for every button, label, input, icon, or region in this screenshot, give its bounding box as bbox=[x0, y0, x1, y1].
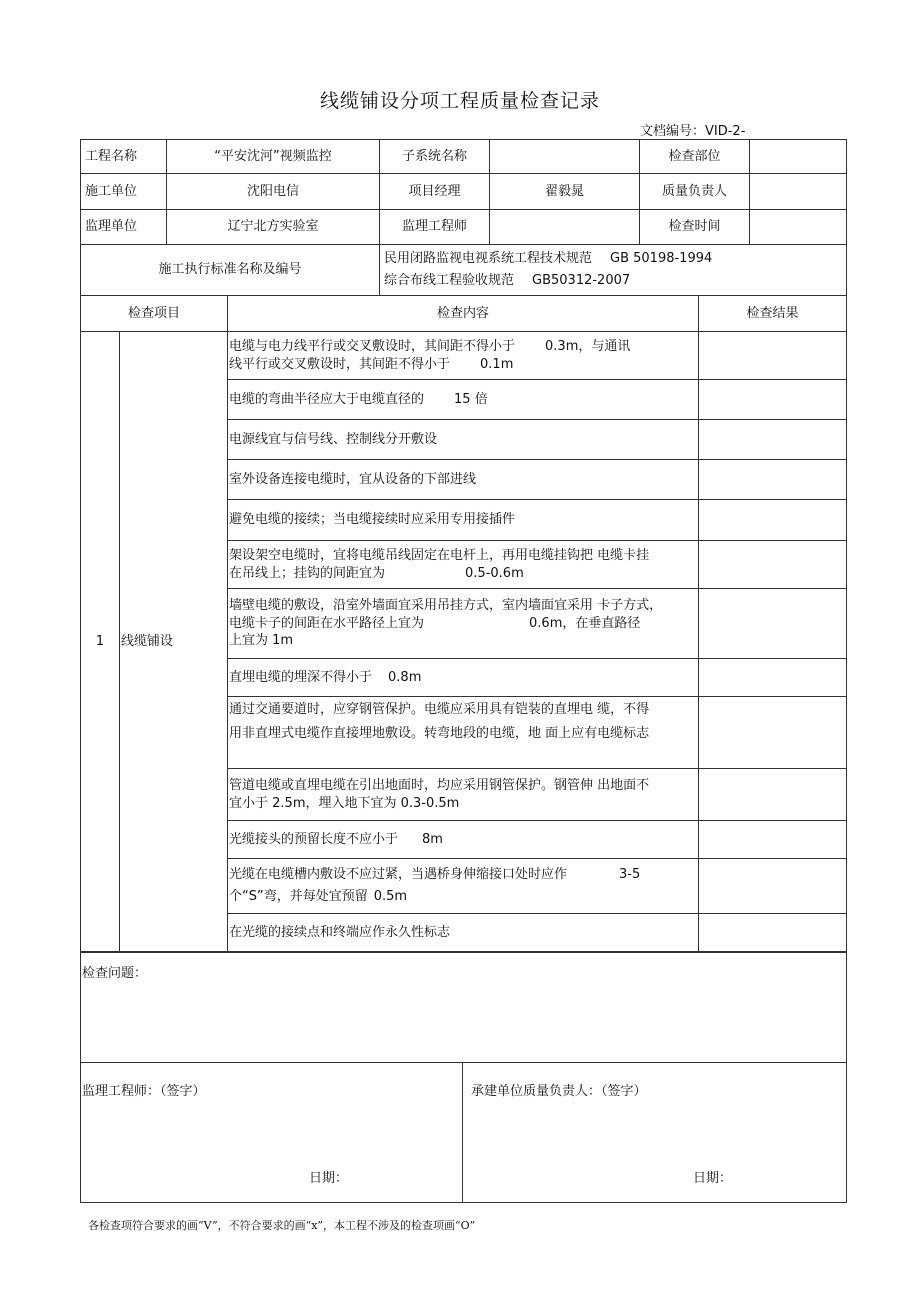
supervisor-signature-label: 监理工程师：（签字） bbox=[82, 1084, 206, 1099]
contractor-date-label: 日期： bbox=[693, 1171, 733, 1187]
construction-unit-label: 施工单位 bbox=[81, 174, 167, 210]
check-content: 室外设备连接电缆时，宜从设备的下部进线 bbox=[228, 460, 699, 500]
contractor-signature-label: 承建单位质量负责人：（签字） bbox=[471, 1084, 647, 1099]
check-result[interactable] bbox=[699, 332, 847, 380]
group-name: 线缆铺设 bbox=[120, 332, 228, 952]
check-content: 在光缆的接续点和终端应作永久性标志 bbox=[228, 914, 699, 952]
column-header-result: 检查结果 bbox=[699, 296, 847, 332]
inspection-time-label: 检查时间 bbox=[640, 210, 750, 245]
check-result[interactable] bbox=[699, 420, 847, 460]
check-content: 直埋电缆的埋深不得小于 0.8m bbox=[228, 659, 699, 697]
check-content: 架设架空电缆时，宜将电缆吊线固定在电杆上，再用电缆挂钩把 电缆卡挂 在吊线上；挂钩的间距宜为 0.5-0.6m bbox=[228, 541, 699, 589]
supervision-unit-label: 监理单位 bbox=[81, 210, 167, 245]
page-title: 线缆铺设分项工程质量检查记录 bbox=[319, 90, 600, 112]
check-content: 光缆在电缆槽内敷设不应过紧，当遇桥身伸缩接口处时应作 3-5 个“S”弯，并每处宜预留 0.5m bbox=[228, 859, 699, 914]
check-result[interactable] bbox=[699, 659, 847, 697]
supervisor-date-label: 日期： bbox=[309, 1171, 349, 1187]
subsystem-label: 子系统名称 bbox=[380, 140, 490, 174]
project-name-label: 工程名称 bbox=[81, 140, 167, 174]
supervisor-signature-field[interactable] bbox=[81, 1063, 463, 1203]
quality-lead-label: 质量负责人 bbox=[640, 174, 750, 210]
document-number: 文档编号：VID-2- bbox=[640, 124, 746, 139]
project-name-value[interactable]: “平安沈河”视频监控 bbox=[167, 140, 380, 174]
check-content: 电缆与电力线平行或交叉敷设时，其间距不得小于 0.3m，与通讯 线平行或交叉敷设时，其间距不得小于 0.1m bbox=[228, 332, 699, 380]
standard-name: 综合布线工程验收规范 bbox=[384, 273, 515, 288]
construction-unit-value[interactable]: 沈阳电信 bbox=[167, 174, 380, 210]
table-row bbox=[81, 332, 847, 380]
supervision-unit-value[interactable]: 辽宁北方实验室 bbox=[167, 210, 380, 245]
quality-lead-value[interactable] bbox=[750, 174, 847, 210]
standards-list bbox=[380, 245, 847, 296]
check-content: 电缆的弯曲半径应大于电缆直径的 15 倍 bbox=[228, 380, 699, 420]
check-result[interactable] bbox=[699, 859, 847, 914]
check-result[interactable] bbox=[699, 769, 847, 821]
issues-signature-table bbox=[80, 952, 847, 1203]
check-result[interactable] bbox=[699, 589, 847, 659]
contractor-signature-field[interactable] bbox=[463, 1063, 847, 1203]
project-manager-label: 项目经理 bbox=[380, 174, 490, 210]
column-header-content: 检查内容 bbox=[228, 296, 699, 332]
inspection-table bbox=[80, 295, 847, 952]
standard-item bbox=[384, 248, 846, 270]
check-result[interactable] bbox=[699, 914, 847, 952]
standard-item bbox=[384, 270, 846, 292]
supervision-engineer-label: 监理工程师 bbox=[380, 210, 490, 245]
check-result[interactable] bbox=[699, 697, 847, 769]
check-result[interactable] bbox=[699, 821, 847, 859]
supervision-engineer-value[interactable] bbox=[490, 210, 640, 245]
check-result[interactable] bbox=[699, 380, 847, 420]
check-content: 通过交通要道时，应穿钢管保护。电缆应采用具有铠装的直埋电 缆，不得 用非直埋式电缆作直接埋地敷设。转弯地段的电缆，地 面上应有电缆标志 bbox=[228, 697, 699, 769]
check-content: 避免电缆的接续；当电缆接续时应采用专用接插件 bbox=[228, 500, 699, 541]
subsystem-value[interactable] bbox=[490, 140, 640, 174]
check-content: 墙壁电缆的敷设，沿室外墙面宜采用吊挂方式，室内墙面宜采用 卡子方式， 电缆卡子的间距在水平路径上宜为 0.6m，在垂直路径 上宜为 1m bbox=[228, 589, 699, 659]
standard-label: 施工执行标准名称及编号 bbox=[81, 245, 380, 296]
column-header-item: 检查项目 bbox=[81, 296, 228, 332]
group-number: 1 bbox=[81, 332, 120, 952]
standard-code: GB50312-2007 bbox=[532, 273, 631, 288]
inspection-part-value[interactable] bbox=[750, 140, 847, 174]
check-content: 管道电缆或直埋电缆在引出地面时，均应采用钢管保护。钢管伸 出地面不 宜小于 2.5m，埋入地下宜为 0.3-0.5m bbox=[228, 769, 699, 821]
inspection-time-value[interactable] bbox=[750, 210, 847, 245]
check-result[interactable] bbox=[699, 541, 847, 589]
inspection-part-label: 检查部位 bbox=[640, 140, 750, 174]
standard-code: GB 50198-1994 bbox=[610, 251, 713, 266]
issues-field[interactable]: 检查问题： bbox=[81, 953, 847, 1063]
check-content: 光缆接头的预留长度不应小于 8m bbox=[228, 821, 699, 859]
footnote: 各检查项符合要求的画“V”，不符合要求的画“x”，本工程不涉及的检查项画“O” bbox=[88, 1219, 476, 1232]
check-content: 电源线宜与信号线、控制线分开敷设 bbox=[228, 420, 699, 460]
standard-name: 民用闭路监视电视系统工程技术规范 bbox=[384, 251, 593, 266]
header-table bbox=[80, 139, 847, 296]
check-result[interactable] bbox=[699, 460, 847, 500]
project-manager-value[interactable]: 翟毅晁 bbox=[490, 174, 640, 210]
check-result[interactable] bbox=[699, 500, 847, 541]
